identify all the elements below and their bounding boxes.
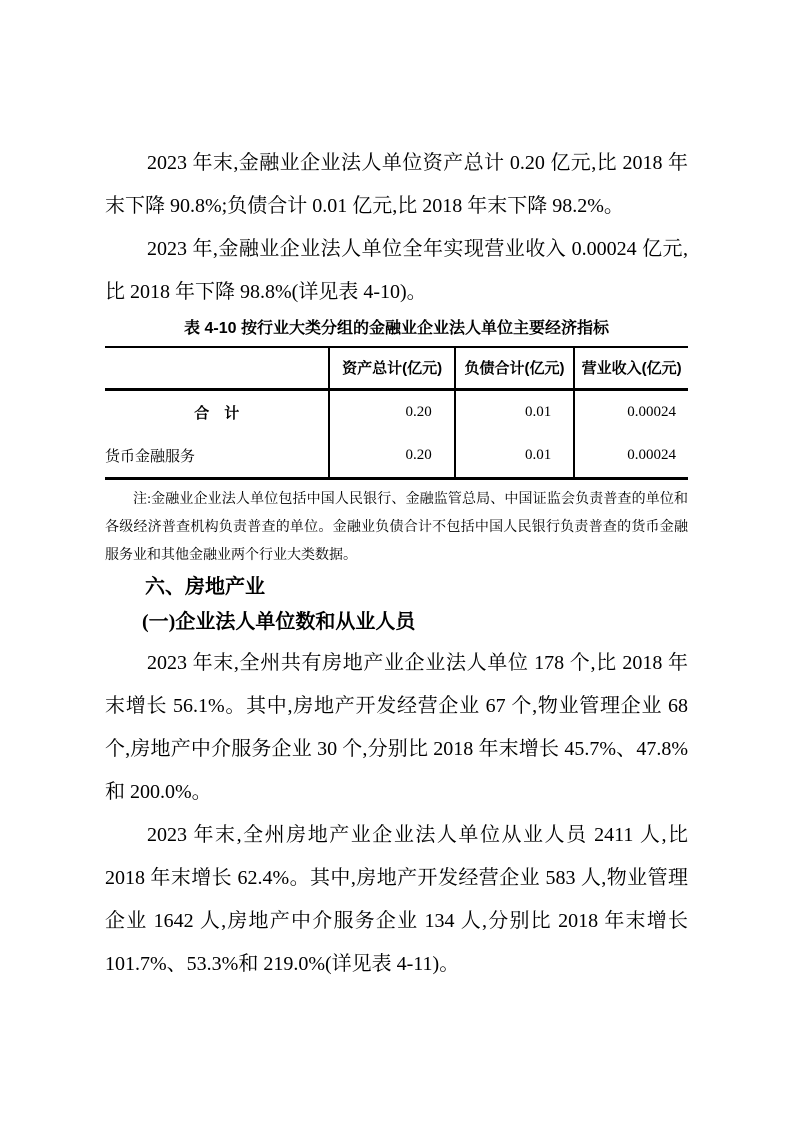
paragraph-financial-assets: 2023 年末,金融业企业法人单位资产总计 0.20 亿元,比 2018 年末下降 90.8%;负债合计 0.01 亿元,比 2018 年末下降 98.2%。 [105,152,688,217]
cell-monetary-revenue: 0.00024 [627,446,676,463]
cell-total-liabilities: 0.01 [455,389,575,434]
table-header-row [105,347,688,389]
header-industry-blank [105,347,329,389]
section-heading-real-estate: 六、房地产业 [145,575,265,598]
paragraph-real-estate-units: 2023 年末,全州共有房地产业企业法人单位 178 个,比 2018 年末增长 56.1%。其中,房地产开发经营企业 67 个,物业管理企业 68 个,房地产中介服务企业 30 个,分别比 2018 年末增长 45.7%、47.8%和 200.0%。 [105,651,688,803]
paragraph-financial-revenue: 2023 年,金融业企业法人单位全年实现营业收入 0.00024 亿元,比 2018 年下降 98.8%(详见表 4-10)。 [105,238,688,303]
table-row-total [105,389,688,434]
subsection-heading-units-employees: (一)企业法人单位数和从业人员 [142,610,416,633]
table-4-10-title: 表 4-10 按行业大类分组的金融业企业法人单位主要经济指标 [184,320,609,337]
table-4-10 [105,346,688,480]
header-assets: 资产总计(亿元) [329,347,454,389]
cell-total-revenue: 0.00024 [627,403,676,420]
header-revenue: 营业收入(亿元) [574,347,688,389]
cell-monetary-label: 货币金融服务 [105,434,329,478]
cell-total-assets: 0.20 [329,389,454,434]
table-row-monetary-services [105,434,688,478]
cell-monetary-liabilities: 0.01 [455,434,575,478]
header-liabilities: 负债合计(亿元) [455,347,575,389]
cell-total-label: 合 计 [105,389,329,434]
table-note: 注:金融业企业法人单位包括中国人民银行、金融监管总局、中国证监会负责普查的单位和各级经济普查机构负责普查的单位。金融业负债合计不包括中国人民银行负责普查的货币金融服务业和其他金融业两个行业大类数据。 [105,491,688,563]
paragraph-real-estate-employees: 2023 年末,全州房地产业企业法人单位从业人员 2411 人,比 2018 年末增长 62.4%。其中,房地产开发经营企业 583 人,物业管理企业 1642 人,房地产中介服务企业 134 人,分别比 2018 年末增长 101.7%、53.3%和 219.0%(详见表 4-11)。 [105,823,688,975]
cell-monetary-assets: 0.20 [329,434,454,478]
